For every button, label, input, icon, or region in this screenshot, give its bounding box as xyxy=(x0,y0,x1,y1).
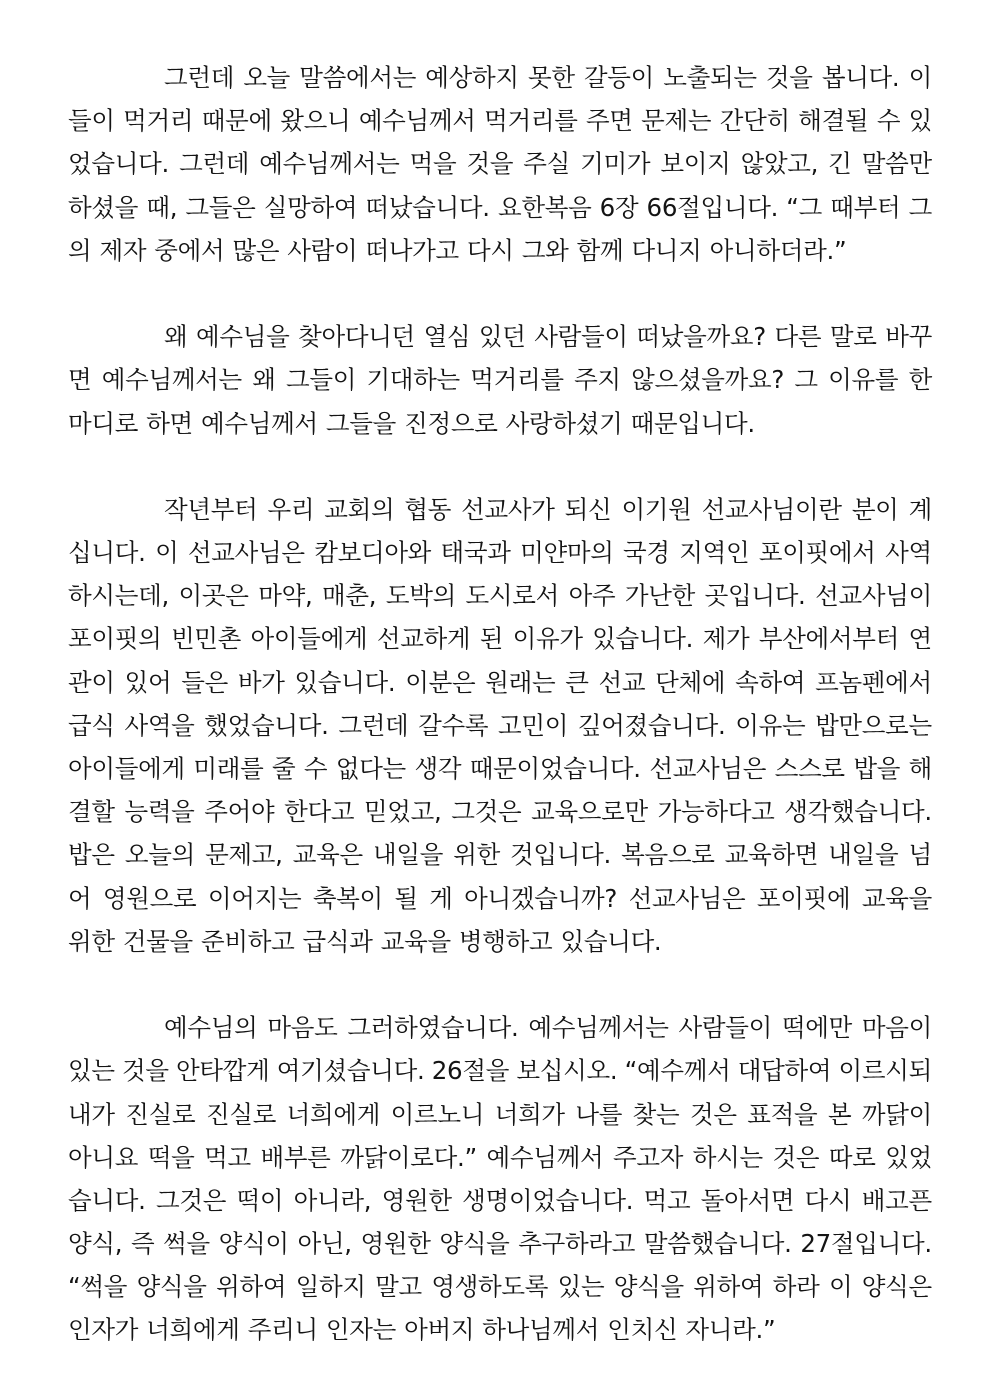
text-line: 인자가 너희에게 주리니 인자는 아버지 하나님께서 인치신 자니라.” xyxy=(68,1315,776,1345)
paragraph-1 xyxy=(68,56,932,272)
text-line: 관이 있어 들은 바가 있습니다. 이분은 원래는 큰 선교 단체에 속하여 프놈펜에서 xyxy=(68,667,932,697)
text-line: 왜 예수님을 찾아다니던 열심 있던 사람들이 떠났을까요? 다른 말로 바꾸 xyxy=(164,322,932,352)
text-line: 그런데 오늘 말씀에서는 예상하지 못한 갈등이 노출되는 것을 봅니다. 이 xyxy=(164,63,932,92)
text-line: 었습니다. 그런데 예수님께서는 먹을 것을 주실 기미가 보이지 않았고, 긴 말씀만 xyxy=(68,149,932,179)
text-line: 급식 사역을 했었습니다. 그런데 갈수록 고민이 깊어졌습니다. 이유는 밥만으로는 xyxy=(68,710,932,740)
text-line: 습니다. 그것은 떡이 아니라, 영원한 생명이었습니다. 먹고 돌아서면 다시 배고픈 xyxy=(68,1185,932,1215)
text-line: 내가 진실로 진실로 너희에게 이르노니 너희가 나를 찾는 것은 표적을 본 까닭이 xyxy=(68,1099,932,1129)
text-line: 양식, 즉 썩을 양식이 아닌, 영원한 양식을 추구하라고 말씀했습니다. 27절입니다. xyxy=(68,1229,932,1259)
text-line: 면 예수님께서는 왜 그들이 기대하는 먹거리를 주지 않으셨을까요? 그 이유를 한 xyxy=(68,365,932,395)
text-line: “썩을 양식을 위하여 일하지 말고 영생하도록 있는 양식을 위하여 하라 이 양식은 xyxy=(68,1272,932,1302)
text-line: 하셨을 때, 그들은 실망하여 떠났습니다. 요한복음 6장 66절입니다. “그 때부터 그 xyxy=(68,192,932,222)
text-line: 하시는데, 이곳은 마약, 매춘, 도박의 도시로서 아주 가난한 곳입니다. 선교사님이 xyxy=(68,581,932,611)
text-line: 있는 것을 안타깝게 여기셨습니다. 26절을 보십시오. “예수께서 대답하여 이르시되 xyxy=(68,1056,932,1086)
text-line: 밥은 오늘의 문제고, 교육은 내일을 위한 것입니다. 복음으로 교육하면 내일을 넘 xyxy=(68,840,932,870)
text-line: 의 제자 중에서 많은 사람이 떠나가고 다시 그와 함께 다니지 아니하더라.” xyxy=(68,235,847,265)
text-line: 마디로 하면 예수님께서 그들을 진정으로 사랑하셨기 때문입니다. xyxy=(68,408,755,438)
paragraph-2 xyxy=(68,315,932,445)
text-line: 아이들에게 미래를 줄 수 없다는 생각 때문이었습니다. 선교사님은 스스로 밥을 해 xyxy=(68,754,932,783)
document-page xyxy=(68,56,932,1395)
text-line: 아니요 떡을 먹고 배부른 까닭이로다.” 예수님께서 주고자 하시는 것은 따로 있었 xyxy=(68,1142,932,1172)
text-line: 들이 먹거리 때문에 왔으니 예수님께서 먹거리를 주면 문제는 간단히 해결될 수 있 xyxy=(68,106,932,136)
text-line: 십니다. 이 선교사님은 캄보디아와 태국과 미얀마의 국경 지역인 포이핏에서 사역 xyxy=(68,538,932,568)
text-line: 결할 능력을 주어야 한다고 믿었고, 그것은 교육으로만 가능하다고 생각했습니다. xyxy=(68,797,932,827)
text-line: 예수님의 마음도 그러하였습니다. 예수님께서는 사람들이 떡에만 마음이 xyxy=(164,1013,932,1043)
paragraph-3 xyxy=(68,488,932,963)
text-line: 위한 건물을 준비하고 급식과 교육을 병행하고 있습니다. xyxy=(68,926,662,956)
paragraph-4 xyxy=(68,1006,932,1352)
text-line: 어 영원으로 이어지는 축복이 될 게 아니겠습니까? 선교사님은 포이핏에 교육을 xyxy=(68,883,932,913)
text-line: 작년부터 우리 교회의 협동 선교사가 되신 이기원 선교사님이란 분이 계 xyxy=(164,494,932,524)
text-line: 포이핏의 빈민촌 아이들에게 선교하게 된 이유가 있습니다. 제가 부산에서부터 연 xyxy=(68,624,932,654)
